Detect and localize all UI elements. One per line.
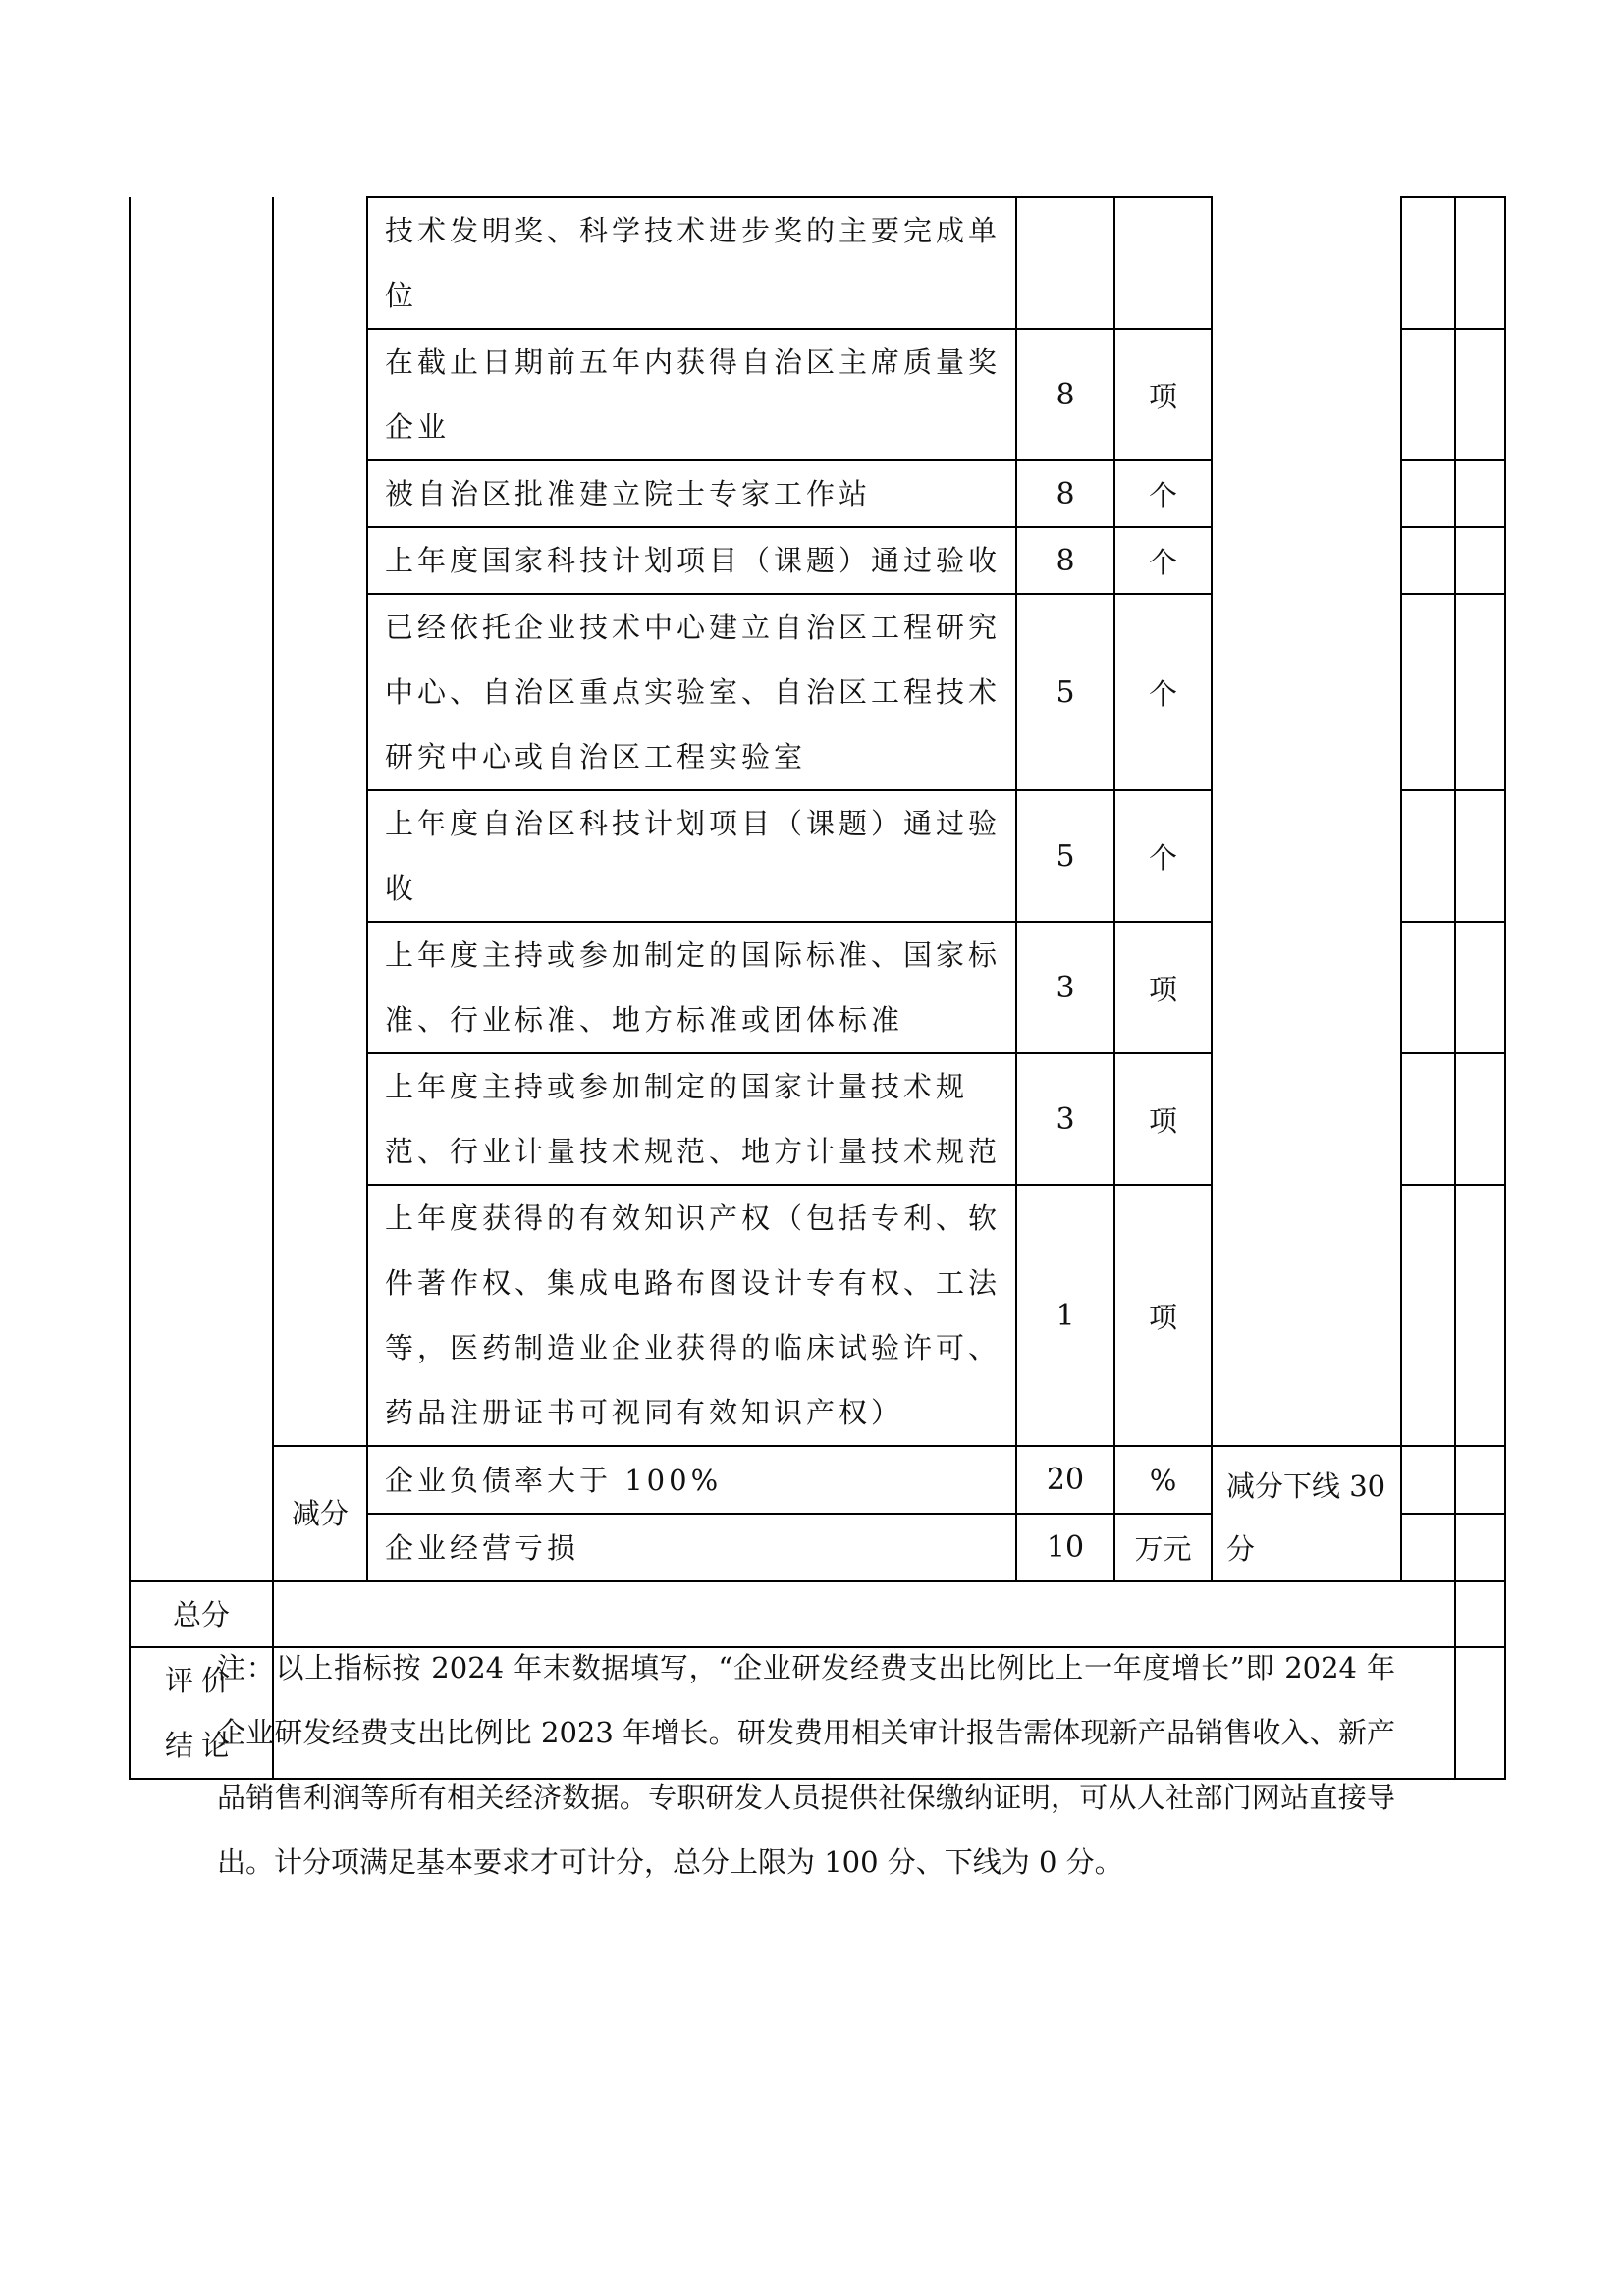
score-cell [1401, 1446, 1455, 1514]
score-cell [1401, 527, 1455, 594]
points-cell: 20 [1016, 1446, 1114, 1514]
deduct-limit-note: 减分下线 30 分 [1212, 1446, 1401, 1581]
criterion-cell: 上年度主持或参加制定的国家计量技术规范、行业计量技术规范、地方计量技术规范 [367, 1053, 1016, 1185]
unit-cell: 项 [1114, 1185, 1212, 1446]
remark-cell [1455, 594, 1505, 790]
unit-cell: 项 [1114, 329, 1212, 460]
points-cell: 8 [1016, 527, 1114, 594]
remark-cell [1455, 1647, 1505, 1779]
points-cell: 8 [1016, 329, 1114, 460]
category-cell [130, 197, 273, 1581]
unit-cell: 个 [1114, 790, 1212, 922]
criterion-cell: 被自治区批准建立院士专家工作站 [367, 460, 1016, 527]
limit-cell [1212, 197, 1401, 1446]
points-cell: 5 [1016, 790, 1114, 922]
unit-cell [1114, 197, 1212, 329]
points-cell: 1 [1016, 1185, 1114, 1446]
score-cell [1401, 594, 1455, 790]
remark-cell [1455, 1581, 1505, 1647]
points-cell: 8 [1016, 460, 1114, 527]
footnote [217, 1635, 1395, 1895]
remark-cell [1455, 922, 1505, 1053]
remark-cell [1455, 527, 1505, 594]
points-cell: 3 [1016, 922, 1114, 1053]
remark-cell [1455, 1446, 1505, 1514]
unit-cell: 个 [1114, 527, 1212, 594]
scoring-table [129, 196, 1506, 1780]
criterion-cell: 技术发明奖、科学技术进步奖的主要完成单位 [367, 197, 1016, 329]
remark-cell [1455, 329, 1505, 460]
points-cell [1016, 197, 1114, 329]
remark-cell [1455, 790, 1505, 922]
score-cell [1401, 1185, 1455, 1446]
unit-cell: 项 [1114, 922, 1212, 1053]
unit-cell: 万元 [1114, 1514, 1212, 1581]
remark-cell [1455, 460, 1505, 527]
points-cell: 10 [1016, 1514, 1114, 1581]
score-cell [1401, 1053, 1455, 1185]
criterion-cell: 上年度主持或参加制定的国际标准、国家标准、行业标准、地方标准或团体标准 [367, 922, 1016, 1053]
unit-cell: % [1114, 1446, 1212, 1514]
points-cell: 3 [1016, 1053, 1114, 1185]
evaluation-label: 评价结论 [130, 1647, 273, 1779]
criterion-cell: 上年度自治区科技计划项目（课题）通过验收 [367, 790, 1016, 922]
criterion-cell: 上年度国家科技计划项目（课题）通过验收 [367, 527, 1016, 594]
criterion-cell: 在截止日期前五年内获得自治区主席质量奖企业 [367, 329, 1016, 460]
unit-cell: 个 [1114, 594, 1212, 790]
remark-cell [1455, 1053, 1505, 1185]
remark-cell [1455, 1514, 1505, 1581]
unit-cell: 项 [1114, 1053, 1212, 1185]
score-cell [1401, 460, 1455, 527]
points-cell: 5 [1016, 594, 1114, 790]
criterion-cell: 企业经营亏损 [367, 1514, 1016, 1581]
score-cell [1401, 1514, 1455, 1581]
deduct-label: 减分 [273, 1446, 367, 1581]
total-label: 总分 [130, 1581, 273, 1647]
score-cell [1401, 329, 1455, 460]
criterion-cell: 上年度获得的有效知识产权（包括专利、软件著作权、集成电路布图设计专有权、工法等，医药制造业企业获得的临床试验许可、药品注册证书可视同有效知识产权） [367, 1185, 1016, 1446]
score-cell [1401, 790, 1455, 922]
score-cell [1401, 922, 1455, 1053]
criterion-cell: 企业负债率大于 100% [367, 1446, 1016, 1514]
remark-cell [1455, 197, 1505, 329]
subcategory-cell [273, 197, 367, 1446]
remark-cell [1455, 1185, 1505, 1446]
score-cell [1401, 197, 1455, 329]
footnote-text: 注：以上指标按 2024 年末数据填写，“企业研发经费支出比例比上一年度增长”即 2024 年企业研发经费支出比例比 2023 年增长。研发费用相关审计报告需体现新产品销售收入、新产品销售利润等所有相关经济数据。专职研发人员提供社保缴纳证明，可从人社部门网站直接导出。计分项满足基本要求才可计分，总分上限为 100 分、下线为 0 分。 [217, 1651, 1395, 1879]
unit-cell: 个 [1114, 460, 1212, 527]
criterion-cell: 已经依托企业技术中心建立自治区工程研究中心、自治区重点实验室、自治区工程技术研究中心或自治区工程实验室 [367, 594, 1016, 790]
